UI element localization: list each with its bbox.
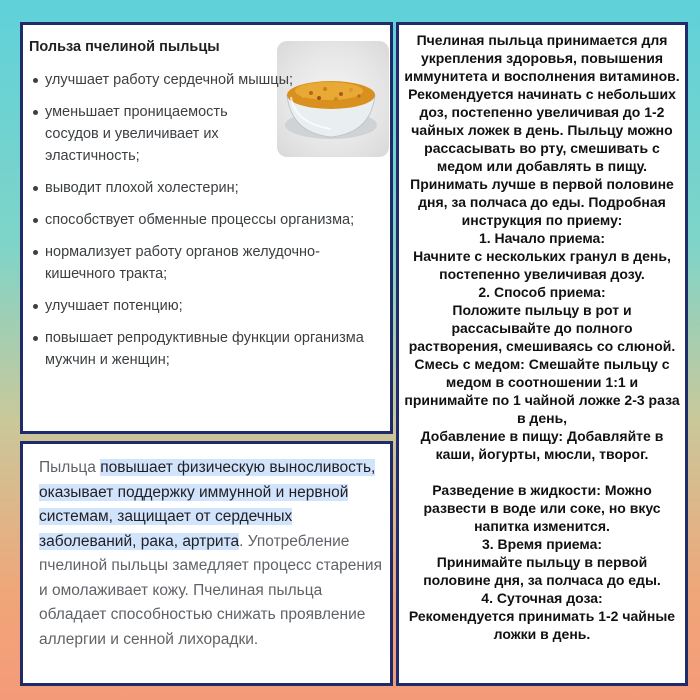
list-item: повышает репродуктивные функции организма мужчин и женщин; xyxy=(23,327,393,371)
liquid-dilution: Разведение в жидкости: Можно развести в воде или соке, но вкус напитка изменится. xyxy=(423,482,661,534)
list-item: улучшает работу сердечной мышцы; xyxy=(23,69,393,91)
benefits-list xyxy=(23,69,393,381)
effects-lead: Пыльца xyxy=(39,459,101,476)
list-item: выводит плохой холестерин; xyxy=(23,177,393,199)
honey-mix: Смесь с медом: Смешайте пыльцу с медом в соотношении 1:1 и принимайте по 1 чайной ложке 2-3 раза в день, xyxy=(404,356,680,426)
instructions-card xyxy=(396,22,688,686)
step1-text: Начните с нескольких гранул в день, постепенно увеличивая дозу. xyxy=(413,248,671,282)
food-addition: Добавление в пищу: Добавляйте в каши, йогурты, мюсли, творог. xyxy=(420,428,664,462)
step2-text: Положите пыльцу в рот и рассасывайте до полного растворения, смешиваясь со слюной. xyxy=(408,302,676,354)
effects-highlight: повышает физическую выносливость, оказывает поддержку иммунной и нервной системам, защищает от сердечных заболеваний, рака, артрита xyxy=(39,459,376,550)
instructions-text xyxy=(403,31,681,643)
step3-text: Принимайте пыльцу в первой половине дня, за полчаса до еды. xyxy=(423,554,661,588)
list-item: улучшает потенцию; xyxy=(23,295,393,317)
effects-card xyxy=(20,441,393,686)
list-item: способствует обменные процессы организма; xyxy=(23,209,393,231)
step2-title: 2. Способ приема: xyxy=(478,284,606,300)
list-item: нормализует работу органов желудочно-кишечного тракта; xyxy=(23,241,393,285)
step3-title: 3. Время приема: xyxy=(481,536,603,552)
step4-text: Рекомендуется принимать 1-2 чайные ложки в день. xyxy=(408,608,676,642)
instructions-intro: Пчелиная пыльца принимается для укрепления здоровья, повышения иммунитета и восполнения витаминов. Рекомендуется начинать с небольших доз, постепенно увеличивая до 1-2 чайных ложек в день. Пыльцу можно рассасывать во рту, смешивать с медом или добавлять в пищу. Принимать лучше в первой половине дня, за полчаса до еды. Подробная инструкция по приему: xyxy=(404,32,680,228)
effects-text xyxy=(39,456,384,652)
effects-rest: . Употребление пчелиной пыльцы замедляет процесс старения и омолаживает кожу. Пчелиная пыльца обладает способностью снижать проявление аллергии и сенной лихорадки. xyxy=(39,532,382,648)
benefits-card xyxy=(20,22,393,434)
list-item: уменьшает проницаемость сосудов и увеличивает их эластичность; xyxy=(23,101,393,167)
step4-title: 4. Суточная доза: xyxy=(481,590,603,606)
step1-title: 1. Начало приема: xyxy=(478,230,605,246)
benefits-title: Польза пчелиной пыльцы xyxy=(29,39,220,55)
